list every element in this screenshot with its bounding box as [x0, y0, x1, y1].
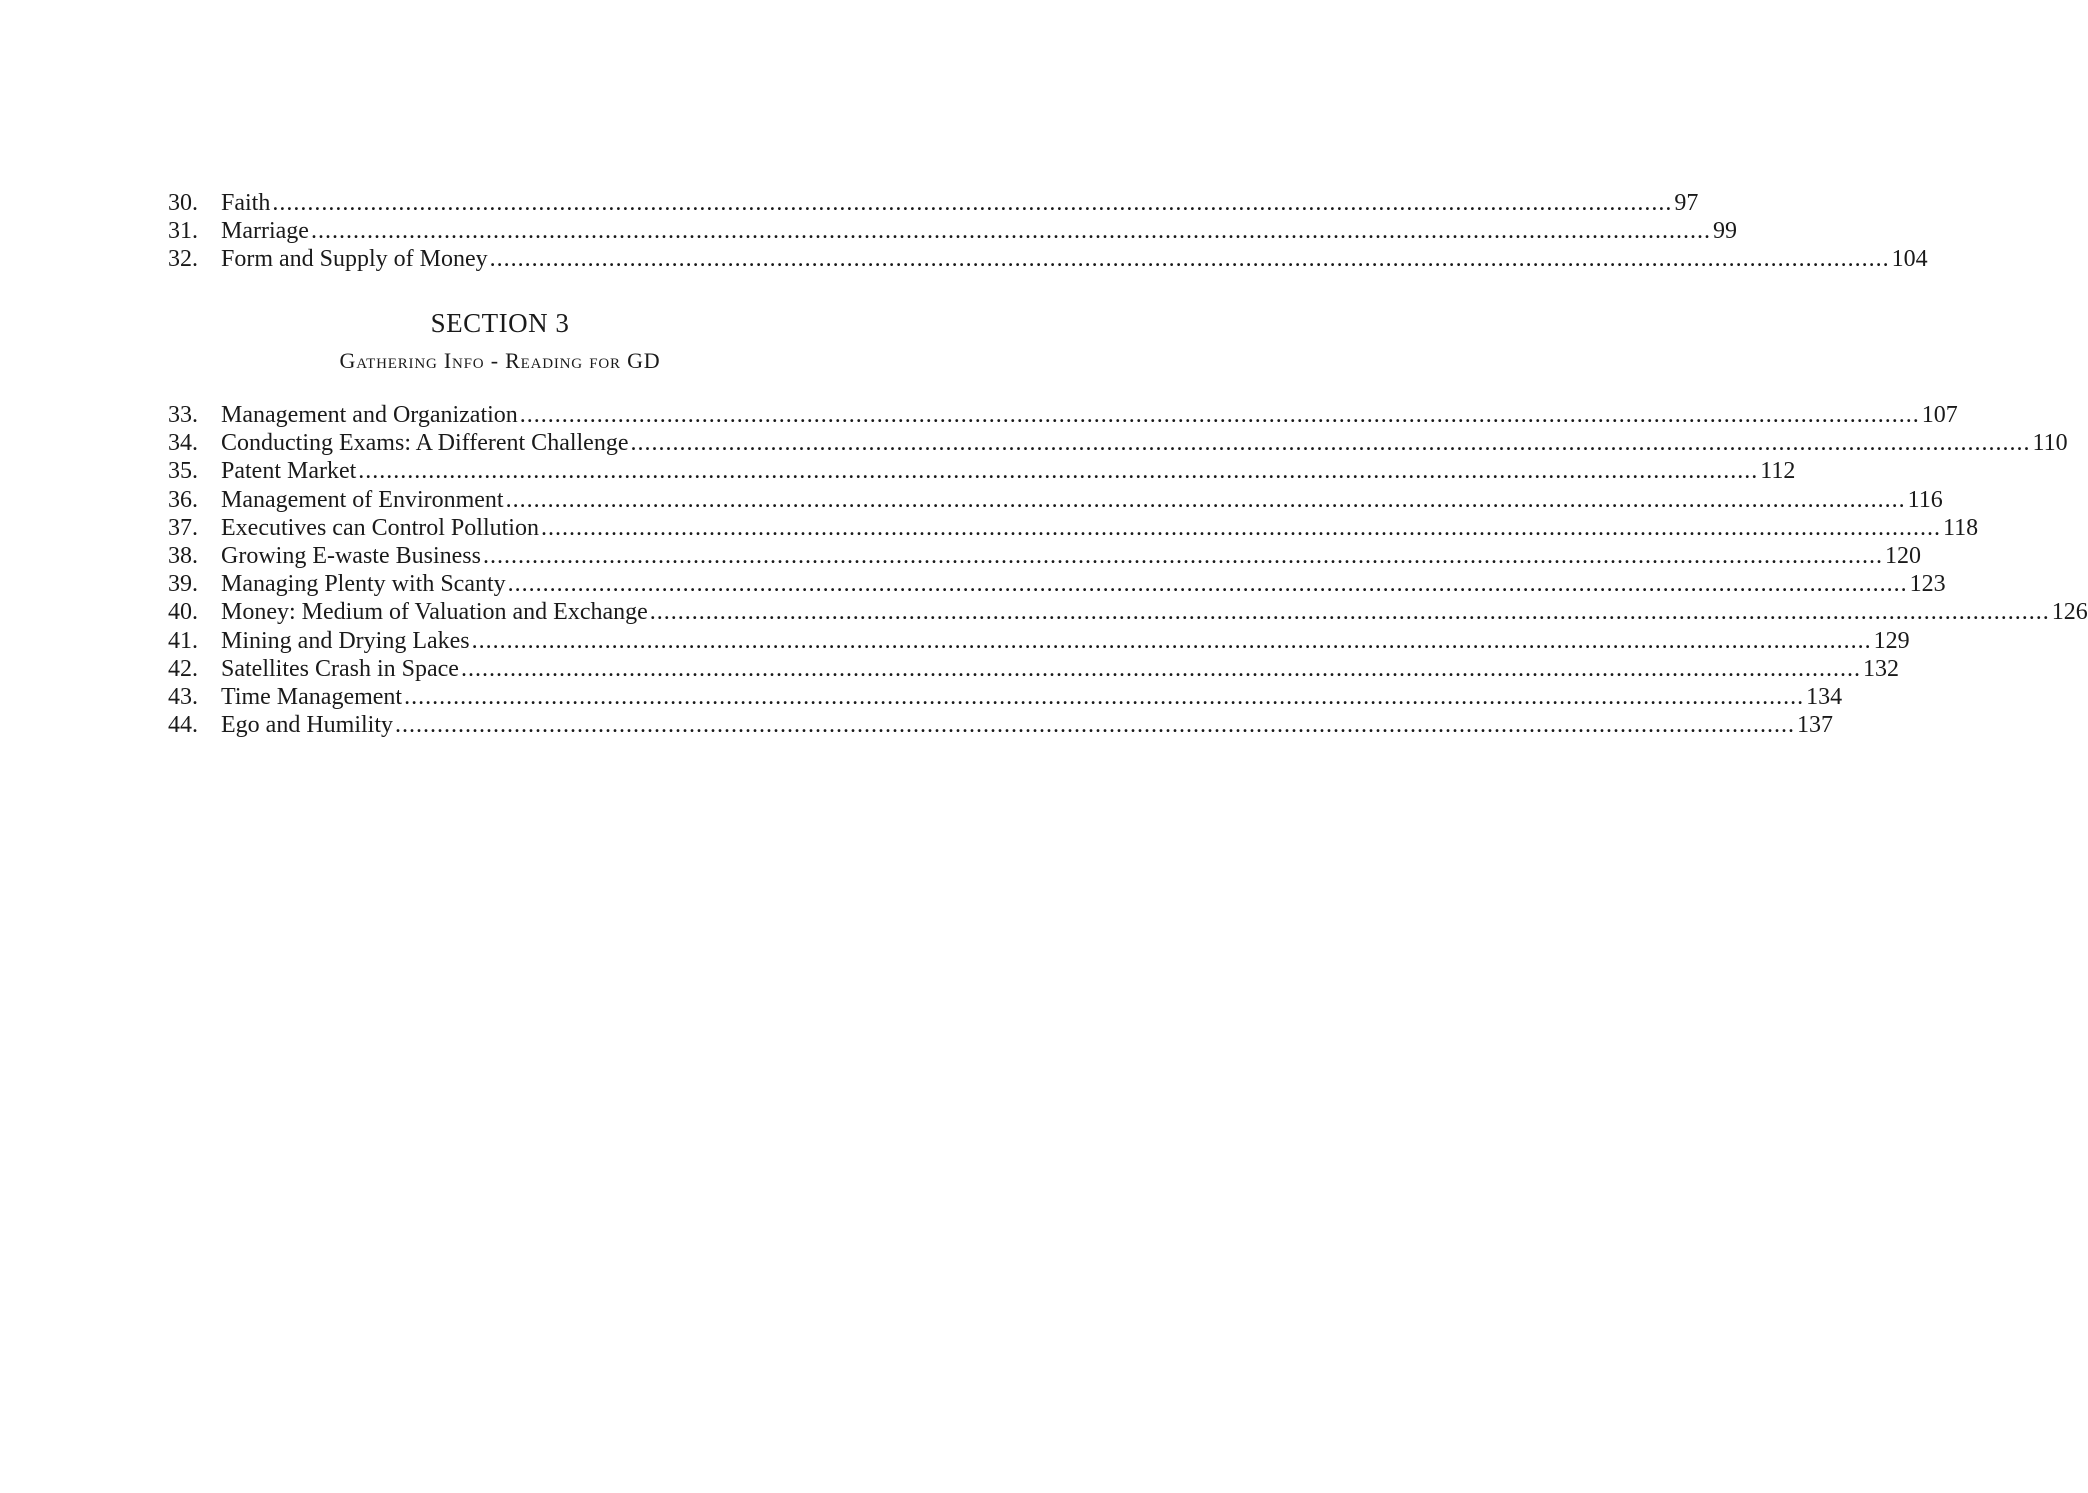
- toc-entry-number: 44.: [168, 712, 198, 739]
- toc-entry-number: 43.: [168, 683, 198, 710]
- toc-entry: [168, 711, 1833, 739]
- toc-entry-number: 38.: [168, 542, 198, 569]
- toc-dot-leader: ........................................................................................................................................................................................................: [310, 218, 1711, 245]
- toc-entry-page: 129: [1873, 627, 1910, 654]
- toc-entry-title: Money: Medium of Valuation and Exchange: [221, 599, 648, 626]
- toc-entry-number: 33.: [168, 402, 198, 428]
- toc-dot-leader: ........................................................................................................................................................................................................: [630, 430, 2031, 457]
- toc-entry-title: Faith: [221, 190, 271, 216]
- toc-list-part1: [168, 189, 1928, 274]
- toc-entry-number: 31.: [168, 218, 198, 245]
- toc-dot-leader: ........................................................................................................................................................................................................: [519, 402, 1920, 428]
- toc-entry-number: 35.: [168, 458, 198, 485]
- toc-entry: [168, 598, 2088, 626]
- toc-list-part2: [168, 401, 2088, 739]
- toc-entry-title: Ego and Humility: [221, 712, 393, 739]
- toc-entry: [168, 217, 1737, 245]
- toc-dot-leader: ........................................................................................................................................................................................................: [649, 599, 2050, 626]
- toc-entry: [168, 457, 1796, 485]
- toc-dot-leader: ........................................................................................................................................................................................................: [358, 458, 1759, 485]
- toc-entry-title: Executives can Control Pollution: [221, 514, 539, 541]
- toc-entry-title: Marriage: [221, 218, 309, 245]
- toc-entry: [168, 542, 1921, 570]
- toc-dot-leader: ........................................................................................................................................................................................................: [471, 627, 1872, 654]
- toc-entry-title: Time Management: [221, 683, 403, 710]
- toc-entry-number: 40.: [168, 599, 198, 626]
- toc-dot-leader: ........................................................................................................................................................................................................: [489, 246, 1890, 273]
- toc-entry-page: 110: [2032, 430, 2068, 457]
- toc-entry-number: 42.: [168, 655, 198, 682]
- section-subtitle: Gathering Info - Reading for GD: [339, 348, 661, 373]
- toc-dot-leader: ........................................................................................................................................................................................................: [394, 712, 1795, 739]
- toc-entry: [168, 570, 1946, 598]
- toc-entry-page: 97: [1674, 190, 1699, 216]
- toc-entry-page: 137: [1796, 712, 1833, 739]
- toc-entry: [168, 514, 1979, 542]
- toc-entry-number: 34.: [168, 430, 198, 457]
- toc-entry: [168, 189, 1699, 217]
- toc-entry-page: 99: [1712, 218, 1737, 245]
- toc-entry-page: 123: [1909, 571, 1946, 598]
- toc-entry-title: Growing E-waste Business: [221, 542, 481, 569]
- toc-entry-title: Patent Market: [221, 458, 357, 485]
- toc-entry-number: 39.: [168, 571, 198, 598]
- toc-entry-title: Mining and Drying Lakes: [221, 627, 470, 654]
- toc-entry-page: 132: [1862, 655, 1899, 682]
- toc-entry-page: 107: [1921, 402, 1958, 428]
- toc-entry-title: Satellites Crash in Space: [221, 655, 459, 682]
- toc-entry: [168, 627, 1910, 655]
- toc-entry: [168, 401, 1958, 429]
- toc-entry-page: 126: [2051, 599, 2088, 626]
- toc-entry-title: Form and Supply of Money: [221, 246, 488, 273]
- toc-entry-page: 112: [1760, 458, 1796, 485]
- toc-entry-title: Management of Environment: [221, 486, 504, 513]
- toc-dot-leader: ........................................................................................................................................................................................................: [540, 514, 1941, 541]
- toc-dot-leader: ........................................................................................................................................................................................................: [505, 486, 1906, 513]
- toc-entry-title: Management and Organization: [221, 402, 518, 428]
- section-heading: SECTION 3: [430, 308, 570, 338]
- toc-entry-page: 104: [1891, 246, 1928, 273]
- toc-entry-number: 32.: [168, 246, 198, 273]
- toc-entry-number: 36.: [168, 486, 198, 513]
- toc-entry-page: 118: [1942, 514, 1979, 541]
- toc-entry-title: Conducting Exams: A Different Challenge: [221, 430, 629, 457]
- toc-entry-page: 116: [1907, 486, 1943, 513]
- toc-dot-leader: ........................................................................................................................................................................................................: [482, 542, 1883, 569]
- toc-entry-number: 30.: [168, 190, 198, 216]
- toc-dot-leader: ........................................................................................................................................................................................................: [460, 655, 1861, 682]
- toc-dot-leader: ........................................................................................................................................................................................................: [404, 683, 1805, 710]
- toc-entry: [168, 486, 1943, 514]
- toc-entry: [168, 429, 2068, 457]
- toc-dot-leader: ........................................................................................................................................................................................................: [507, 571, 1908, 598]
- toc-entry-number: 41.: [168, 627, 198, 654]
- toc-entry-title: Managing Plenty with Scanty: [221, 571, 506, 598]
- toc-entry: [168, 245, 1928, 273]
- toc-entry-number: 37.: [168, 514, 198, 541]
- toc-entry: [168, 655, 1899, 683]
- toc-entry-page: 134: [1806, 683, 1843, 710]
- toc-entry-page: 120: [1884, 542, 1921, 569]
- toc-entry: [168, 683, 1843, 711]
- toc-dot-leader: ........................................................................................................................................................................................................: [272, 190, 1673, 216]
